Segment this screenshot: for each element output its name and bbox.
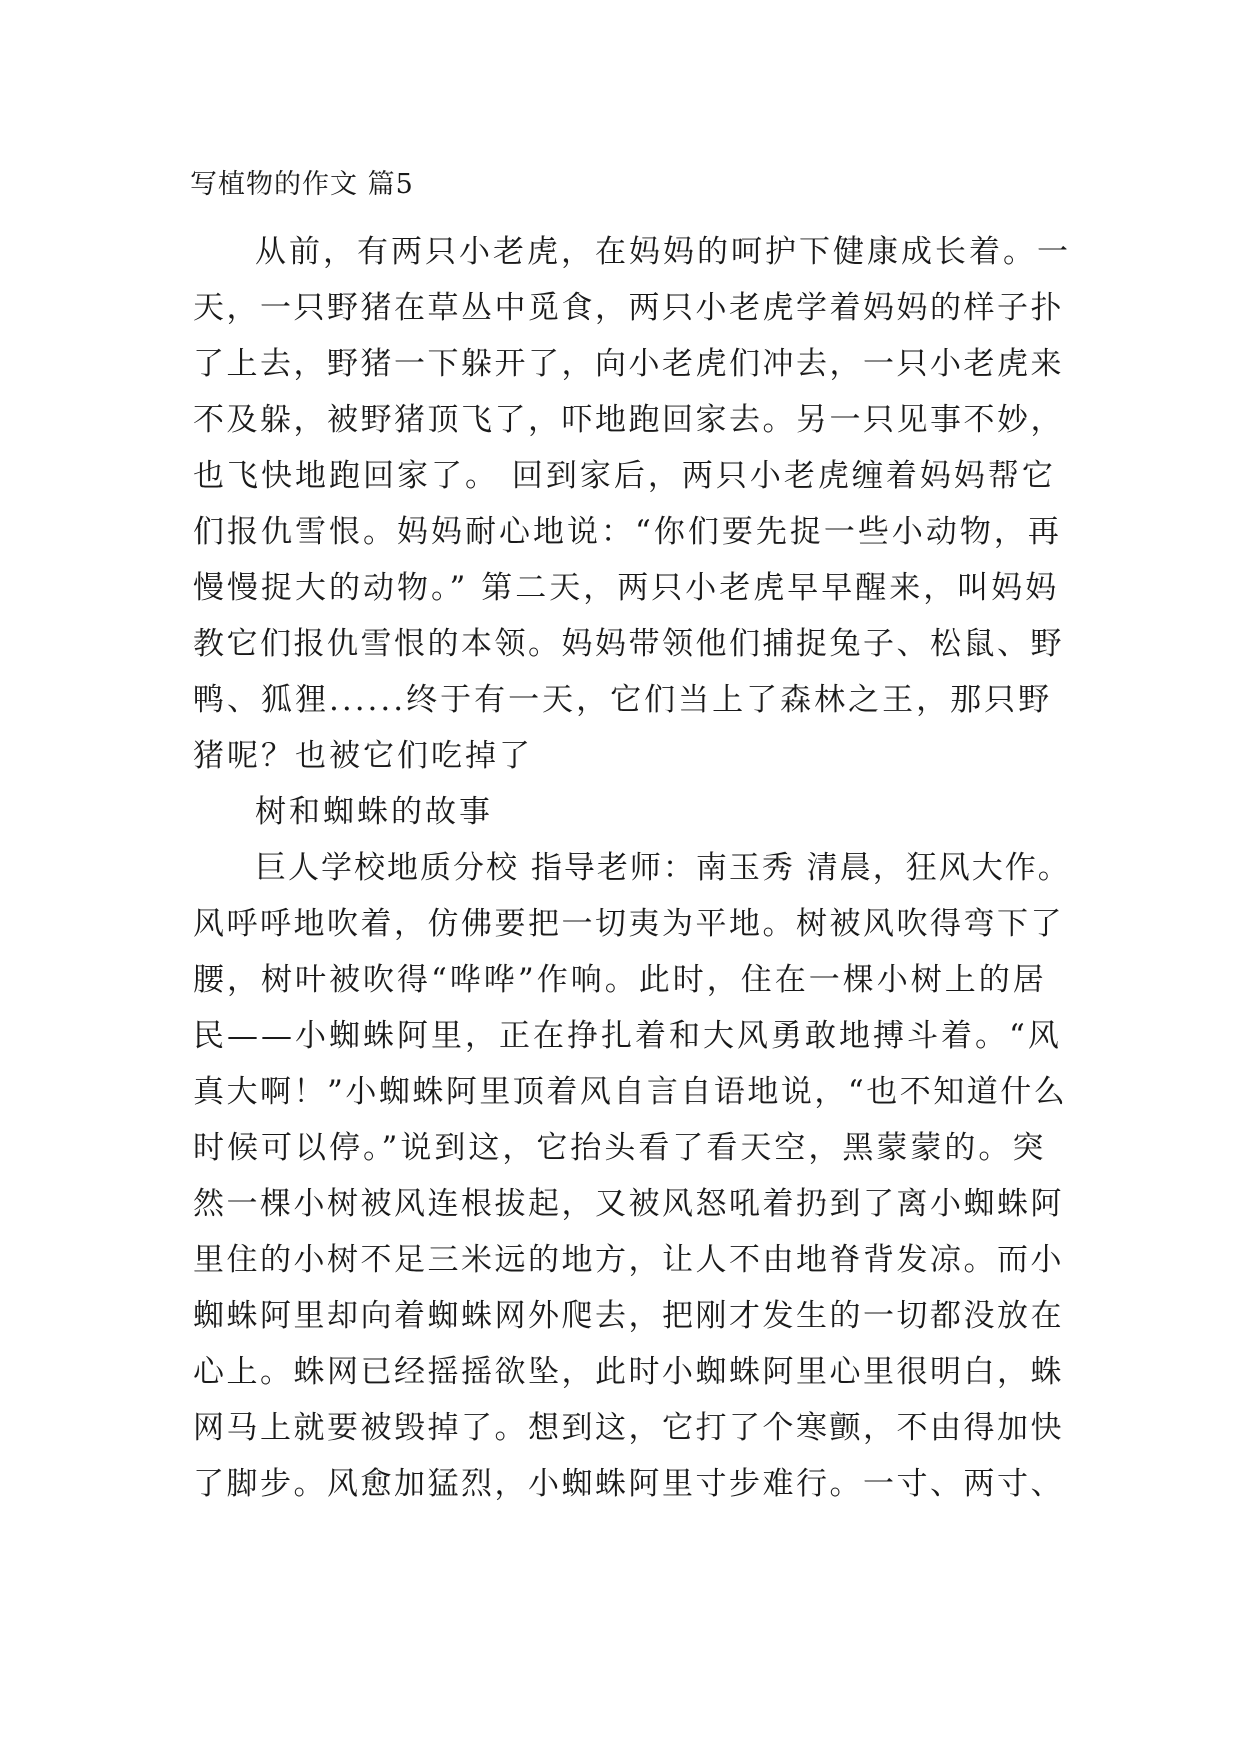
paragraph-line: 天，一只野猪在草丛中觅食，两只小老虎学着妈妈的样子扑 [193,290,1064,326]
paragraph-line: 民——小蜘蛛阿里，正在挣扎着和大风勇敢地搏斗着。“风 [193,1018,1062,1054]
paragraph-line: 也飞快地跑回家了。 回到家后，两只小老虎缠着妈妈帮它 [193,458,1056,494]
paragraph-line: 然一棵小树被风连根拔起，又被风怒吼着扔到了离小蜘蛛阿 [193,1186,1064,1222]
paragraph-line: 了脚步。风愈加猛烈，小蜘蛛阿里寸步难行。一寸、两寸、 [193,1466,1064,1502]
paragraph-line: 风呼呼地吹着，仿佛要把一切夷为平地。树被风吹得弯下了 [193,906,1064,942]
paragraph-line: 教它们报仇雪恨的本领。妈妈带领他们捕捉兔子、松鼠、野 [193,626,1064,662]
document-title: 写植物的作文 篇5 [190,169,414,200]
paragraph-line: 从前，有两只小老虎，在妈妈的呵护下健康成长着。一 [255,234,1071,270]
paragraph-line: 猪呢？也被它们吃掉了 [193,738,533,774]
paragraph-line: 们报仇雪恨。妈妈耐心地说：“你们要先捉一些小动物，再 [193,514,1062,550]
paragraph-line: 心上。蛛网已经摇摇欲坠，此时小蜘蛛阿里心里很明白，蛛 [193,1354,1064,1390]
paragraph-line: 慢慢捉大的动物。” 第二天，两只小老虎早早醒来，叫妈妈 [193,570,1060,606]
paragraph-line: 时候可以停。”说到这，它抬头看了看天空，黑蒙蒙的。突 [193,1130,1047,1166]
paragraph-line: 网马上就要被毁掉了。想到这，它打了个寒颤，不由得加快 [193,1410,1064,1446]
paragraph-line: 里住的小树不足三米远的地方，让人不由地脊背发凉。而小 [193,1242,1064,1278]
paragraph-line: 真大啊！”小蜘蛛阿里顶着风自言自语地说，“也不知道什么 [193,1074,1068,1110]
paragraph-line: 鸭、狐狸......终于有一天，它们当上了森林之王，那只野 [193,682,1053,718]
story-heading: 树和蜘蛛的故事 [255,794,493,830]
paragraph-line: 腰，树叶被吹得“哗哗”作响。此时，住在一棵小树上的居 [193,962,1047,998]
paragraph-line: 蜘蛛阿里却向着蜘蛛网外爬去，把刚才发生的一切都没放在 [193,1298,1064,1334]
paragraph-line: 不及躲，被野猪顶飞了，吓地跑回家去。另一只见事不妙， [193,402,1064,438]
paragraph-line: 了上去，野猪一下躲开了，向小老虎们冲去，一只小老虎来 [193,346,1064,382]
paragraph-line: 巨人学校地质分校 指导老师：南玉秀 清晨，狂风大作。 [255,850,1071,886]
